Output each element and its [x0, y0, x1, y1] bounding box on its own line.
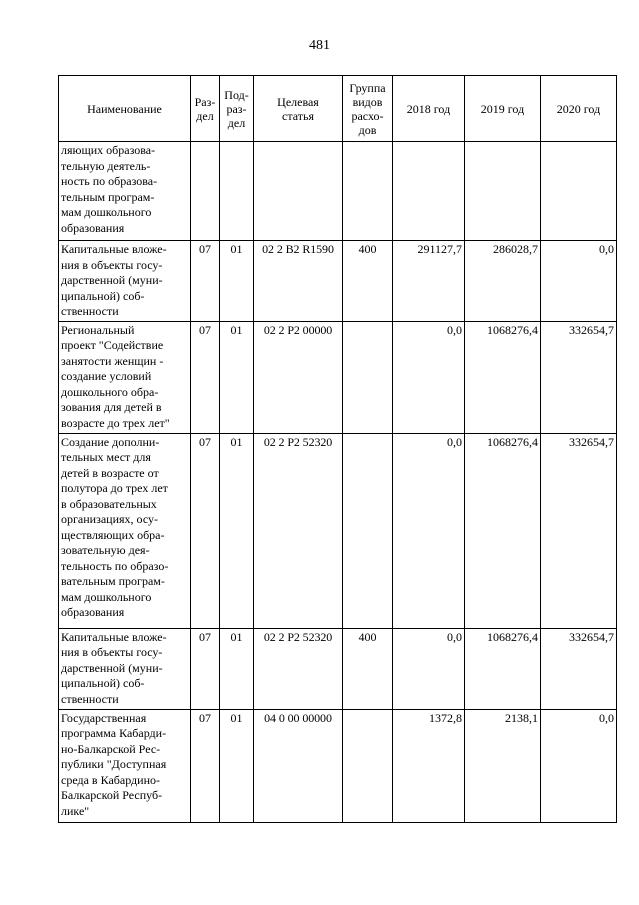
row-name: ляющих образова- тельную деятель- ность по образова- тельным програм- мам дошкольного образования	[59, 142, 191, 241]
row-target	[254, 142, 343, 241]
header-section: Раз- дел	[191, 76, 220, 142]
row-section	[191, 142, 220, 241]
row-target: 04 0 00 00000	[254, 709, 343, 822]
row-expense-group	[343, 321, 393, 433]
header-2020: 2020 год	[541, 76, 617, 142]
header-2018: 2018 год	[393, 76, 465, 142]
row-subsection: 01	[220, 321, 254, 433]
row-target: 02 2 Р2 52320	[254, 433, 343, 628]
row-expense-group: 400	[343, 628, 393, 709]
row-2018	[393, 142, 465, 241]
row-section: 07	[191, 628, 220, 709]
row-2020	[541, 142, 617, 241]
row-name: Капитальные вложе- ния в объекты госу- дарственной (муни- ципальной) соб- ственности	[59, 241, 191, 322]
table-row	[59, 321, 617, 433]
row-expense-group	[343, 433, 393, 628]
row-2018: 1372,8	[393, 709, 465, 822]
row-2019: 1068276,4	[465, 321, 541, 433]
table-row	[59, 433, 617, 628]
row-2020: 332654,7	[541, 433, 617, 628]
row-target: 02 2 В2 R1590	[254, 241, 343, 322]
header-expense-group: Группа видов расхо- дов	[343, 76, 393, 142]
row-2020: 0,0	[541, 709, 617, 822]
row-2019: 1068276,4	[465, 628, 541, 709]
row-2019: 286028,7	[465, 241, 541, 322]
row-2019	[465, 142, 541, 241]
budget-table	[58, 75, 617, 823]
row-expense-group: 400	[343, 241, 393, 322]
row-section: 07	[191, 241, 220, 322]
row-2020: 332654,7	[541, 628, 617, 709]
row-name: Региональный проект "Содействие занятости женщин - создание условий дошкольного обра- зования для детей в возрасте до трех лет"	[59, 321, 191, 433]
table-row	[59, 628, 617, 709]
row-2018: 0,0	[393, 321, 465, 433]
row-subsection	[220, 142, 254, 241]
row-target: 02 2 Р2 52320	[254, 628, 343, 709]
row-subsection: 01	[220, 709, 254, 822]
header-row	[59, 76, 617, 142]
table-row	[59, 241, 617, 322]
row-section: 07	[191, 321, 220, 433]
header-target: Целевая статья	[254, 76, 343, 142]
row-subsection: 01	[220, 628, 254, 709]
row-2018: 0,0	[393, 628, 465, 709]
row-section: 07	[191, 709, 220, 822]
page-number: 481	[309, 38, 330, 53]
row-2018: 291127,7	[393, 241, 465, 322]
row-subsection: 01	[220, 433, 254, 628]
row-section: 07	[191, 433, 220, 628]
row-2020: 332654,7	[541, 321, 617, 433]
row-name: Капитальные вложе- ния в объекты госу- дарственной (муни- ципальной) соб- ственности	[59, 628, 191, 709]
row-name: Создание дополни- тельных мест для детей в возрасте от полутора до трех лет в образовательных организациях, осу- ществляющих обра- зовательную дея- тельность по образо- вательным програм- мам дошкольного образования	[59, 433, 191, 628]
row-expense-group	[343, 142, 393, 241]
table-row	[59, 142, 617, 241]
row-2019: 1068276,4	[465, 433, 541, 628]
row-2020: 0,0	[541, 241, 617, 322]
header-name: Наименование	[59, 76, 191, 142]
row-name: Государственная программа Кабарди- но-Балкарской Рес- публики "Доступная среда в Кабардино- Балкарской Респуб- лике"	[59, 709, 191, 822]
row-subsection: 01	[220, 241, 254, 322]
row-2018: 0,0	[393, 433, 465, 628]
row-2019: 2138,1	[465, 709, 541, 822]
header-subsection: Под- раз- дел	[220, 76, 254, 142]
row-target: 02 2 Р2 00000	[254, 321, 343, 433]
row-expense-group	[343, 709, 393, 822]
header-2019: 2019 год	[465, 76, 541, 142]
table-row	[59, 709, 617, 822]
